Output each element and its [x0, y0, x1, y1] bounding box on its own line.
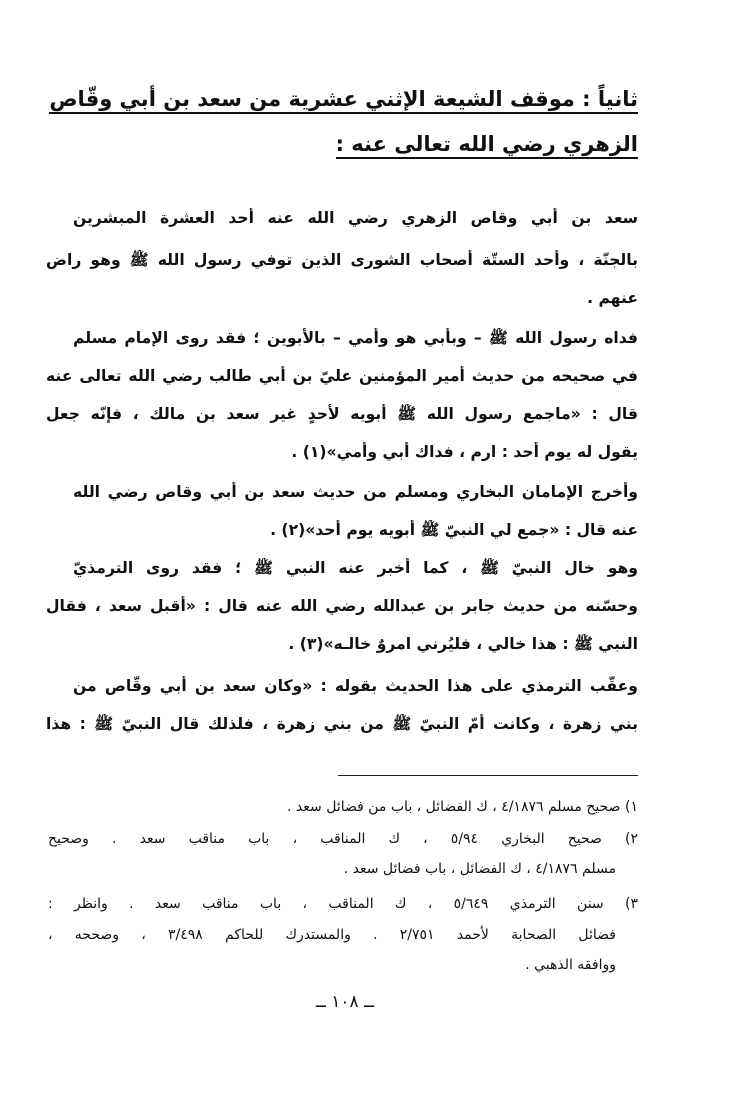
body-line: فداه رسول الله ﷺ – وبأبي هو وأمي – بالأبوين ؛ فقد روى الإمام مسلم: [73, 329, 638, 347]
body-line: وعقّب الترمذي على هذا الحديث بقوله : «وكان سعد بن أبي وقّاص من: [73, 677, 638, 695]
body-line: بني زهرة ، وكانت أمّ النبيّ ﷺ من بني زهرة ، فلذلك قال النبيّ ﷺ : هذا: [46, 715, 638, 733]
footnote-line: ووافقه الذهبي .: [525, 957, 616, 973]
body-line: في صحيحه من حديث أمير المؤمنين عليّ بن أبي طالب رضي الله تعالى عنه: [46, 367, 638, 385]
footnote-line: ٣) سنن الترمذي ٥/٦٤٩ ، ك المناقب ، باب مناقب سعد . وانظر :: [48, 896, 638, 912]
body-line: بالجنّة ، وأحد الستّة أصحاب الشورى الذين توفي رسول الله ﷺ وهو راضٍ: [46, 251, 638, 269]
body-line: وحسّنه من حديث جابر بن عبدالله رضي الله عنه قال : «أقبل سعد ، فقال: [46, 597, 638, 615]
body-line: عنه قال : «جمع لي النبيّ ﷺ أبويه يوم أحد»(٢) .: [270, 521, 638, 539]
body-line: النبي ﷺ : هذا خالي ، فليُرني امروٌ خالـه»(٣) .: [288, 635, 638, 653]
footnote-line: ٢) صحيح البخاري ٥/٩٤ ، ك المناقب ، باب مناقب سعد . وصحيح: [48, 831, 639, 847]
page-number: ــ ١٠٨ ــ: [315, 992, 375, 1012]
section-heading-text-1: ثانياً : موقف الشيعة الإثني عشرية من سعد بن أبي وقّاص: [49, 87, 638, 114]
body-line: قال : «ماجمع رسول الله ﷺ أبويه لأحدٍ غير سعد بن مالك ، فإنّه جعل: [46, 405, 638, 423]
section-heading-text-2: الزهري رضي الله تعالى عنه :: [336, 132, 638, 159]
body-line: سعد بن أبي وقاص الزهري رضي الله عنه أحد العشرة المبشرين: [73, 209, 638, 227]
body-line: يقول له يوم أحد : ارمِ ، فداك أبي وأمي»(١) .: [291, 443, 638, 461]
body-line: وأخرج الإمامان البخاري ومسلم من حديث سعد بن أبي وقاص رضي الله: [73, 483, 638, 501]
footnotes: [38, 0, 638, 990]
footnote-line: ١) صحيح مسلم ٤/١٨٧٦ ، ك الفضائل ، باب من فضائل سعد .: [287, 799, 638, 815]
footnote-line: مسلم ٤/١٨٧٦ ، ك الفضائل ، باب فضائل سعد .: [343, 861, 616, 877]
body-line: عنهم .: [587, 289, 638, 307]
body-line: وهو خال النبيّ ﷺ ، كما أخبر عنه النبي ﷺ ؛ فقد روى الترمذيّ: [73, 559, 638, 577]
footnote-line: فضائل الصحابة لأحمد ٢/٧٥١ . والمستدرك للحاكم ٣/٤٩٨ ، وصححه ،: [48, 927, 616, 943]
